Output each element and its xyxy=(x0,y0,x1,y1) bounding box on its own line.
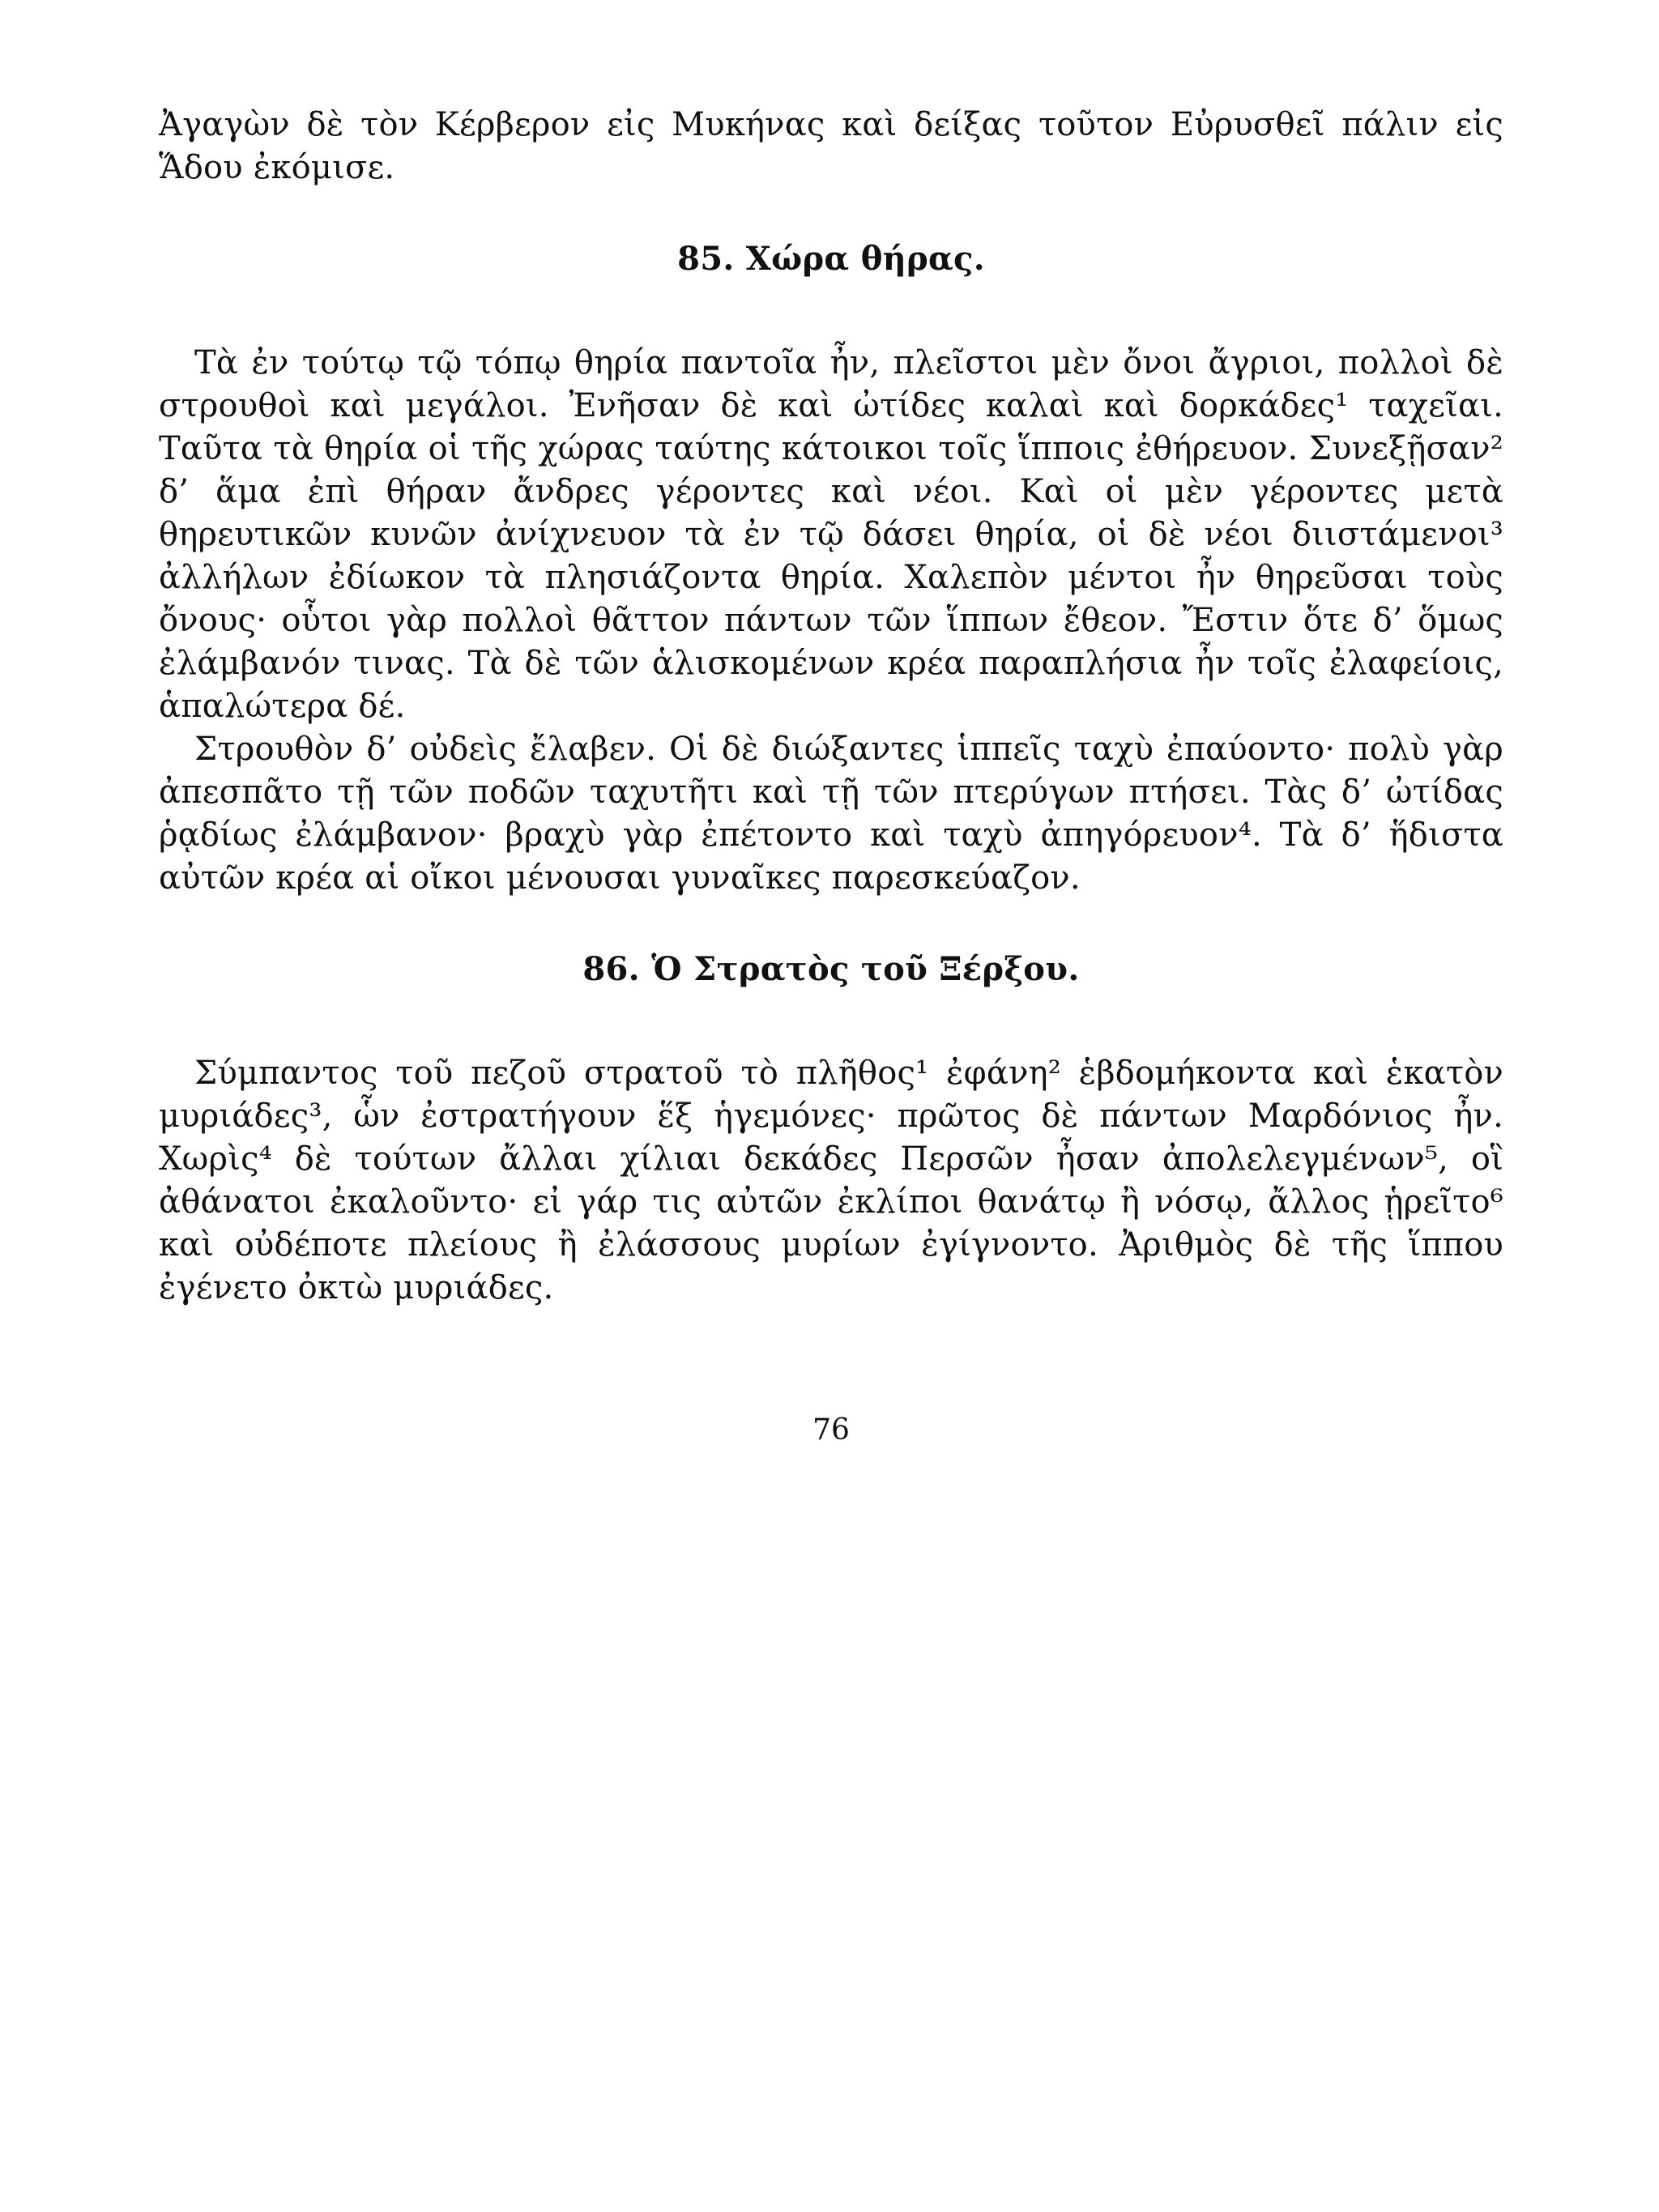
section-85-paragraph-1: Τὰ ἐν τούτῳ τῷ τόπῳ θηρία παντοῖα ἦν, πλεῖστοι μὲν ὄνοι ἄγριοι, πολλοὶ δὲ στρουθοὶ καὶ μεγάλοι. Ἐνῆσαν δὲ καὶ ὠτίδες καλαὶ καὶ δορκάδες¹ ταχεῖαι. Ταῦτα τὰ θηρία οἱ τῆς χώρας ταύτης κάτοικοι τοῖς ἵπποις ἐθήρευον. Συνεξῇσαν² δ’ ἅμα ἐπὶ θήραν ἄνδρες γέροντες καὶ νέοι. Καὶ οἱ μὲν γέροντες μετὰ θηρευτικῶν κυνῶν ἀνίχνευον τὰ ἐν τῷ δάσει θηρία, οἱ δὲ νέοι διιστάμενοι³ ἀλλήλων ἐδίωκον τὰ πλησιάζοντα θηρία. Χαλεπὸν μέντοι ἦν θηρεῦσαι τοὺς ὄνους· οὗτοι γὰρ πολλοὶ θᾶττον πάντων τῶν ἵππων ἔθεον. Ἔστιν ὅτε δ’ ὅμως ἐλάμβανόν τινας. Τὰ δὲ τῶν ἁλισκομένων κρέα παραπλήσια ἦν τοῖς ἐλαφείοις, ἁπαλώτερα δέ. xyxy=(159,344,1503,725)
section-86-paragraph-1: Σύμπαντος τοῦ πεζοῦ στρατοῦ τὸ πλῆθος¹ ἐφάνη² ἑβδομήκοντα καὶ ἑκατὸν μυριάδες³, ὧν ἐστρατήγουν ἕξ ἡγεμόνες· πρῶτος δὲ πάντων Μαρδόνιος ἦν. Χωρὶς⁴ δὲ τούτων ἄλλαι χίλιαι δεκάδες Περσῶν ἦσαν ἀπολελεγμένων⁵, οἳ ἀθάνατοι ἐκαλοῦντο· εἰ γάρ τις αὐτῶν ἐκλίποι θανάτῳ ἢ νόσῳ, ἄλλος ᾑρεῖτο⁶ καὶ οὐδέποτε πλείους ἢ ἐλάσσους μυρίων ἐγίγνοντο. Ἀριθμὸς δὲ τῆς ἵππου ἐγένετο ὀκτὼ μυριάδες. xyxy=(159,1055,1503,1306)
page-number: 76 xyxy=(812,1413,850,1447)
section-85-heading: 85. Χώρα θήρας. xyxy=(677,240,985,278)
section-86-heading: 86. Ὁ Στρατὸς τοῦ Ξέρξου. xyxy=(582,950,1080,988)
section-85-paragraph-2: Στρουθὸν δ’ οὐδεὶς ἔλαβεν. Οἱ δὲ διώξαντες ἱππεῖς ταχὺ ἐπαύοντο· πολὺ γὰρ ἀπεσπᾶτο τῇ τῶν ποδῶν ταχυτῆτι καὶ τῇ τῶν πτερύγων πτήσει. Τὰς δ’ ὠτίδας ῥᾳδίως ἐλάμβανον· βραχὺ γὰρ ἐπέτοντο καὶ ταχὺ ἀπηγόρευον⁴. Τὰ δ’ ἥδιστα αὐτῶν κρέα αἱ οἴκοι μένουσαι γυναῖκες παρεσκεύαζον. xyxy=(159,731,1503,897)
intro-paragraph: Ἀγαγὼν δὲ τὸν Κέρβερον εἰς Μυκήνας καὶ δείξας τοῦτον Εὐρυσθεῖ πάλιν εἰς Ἅδου ἐκόμισε. xyxy=(159,106,1503,186)
page-body-text xyxy=(159,104,1503,1310)
